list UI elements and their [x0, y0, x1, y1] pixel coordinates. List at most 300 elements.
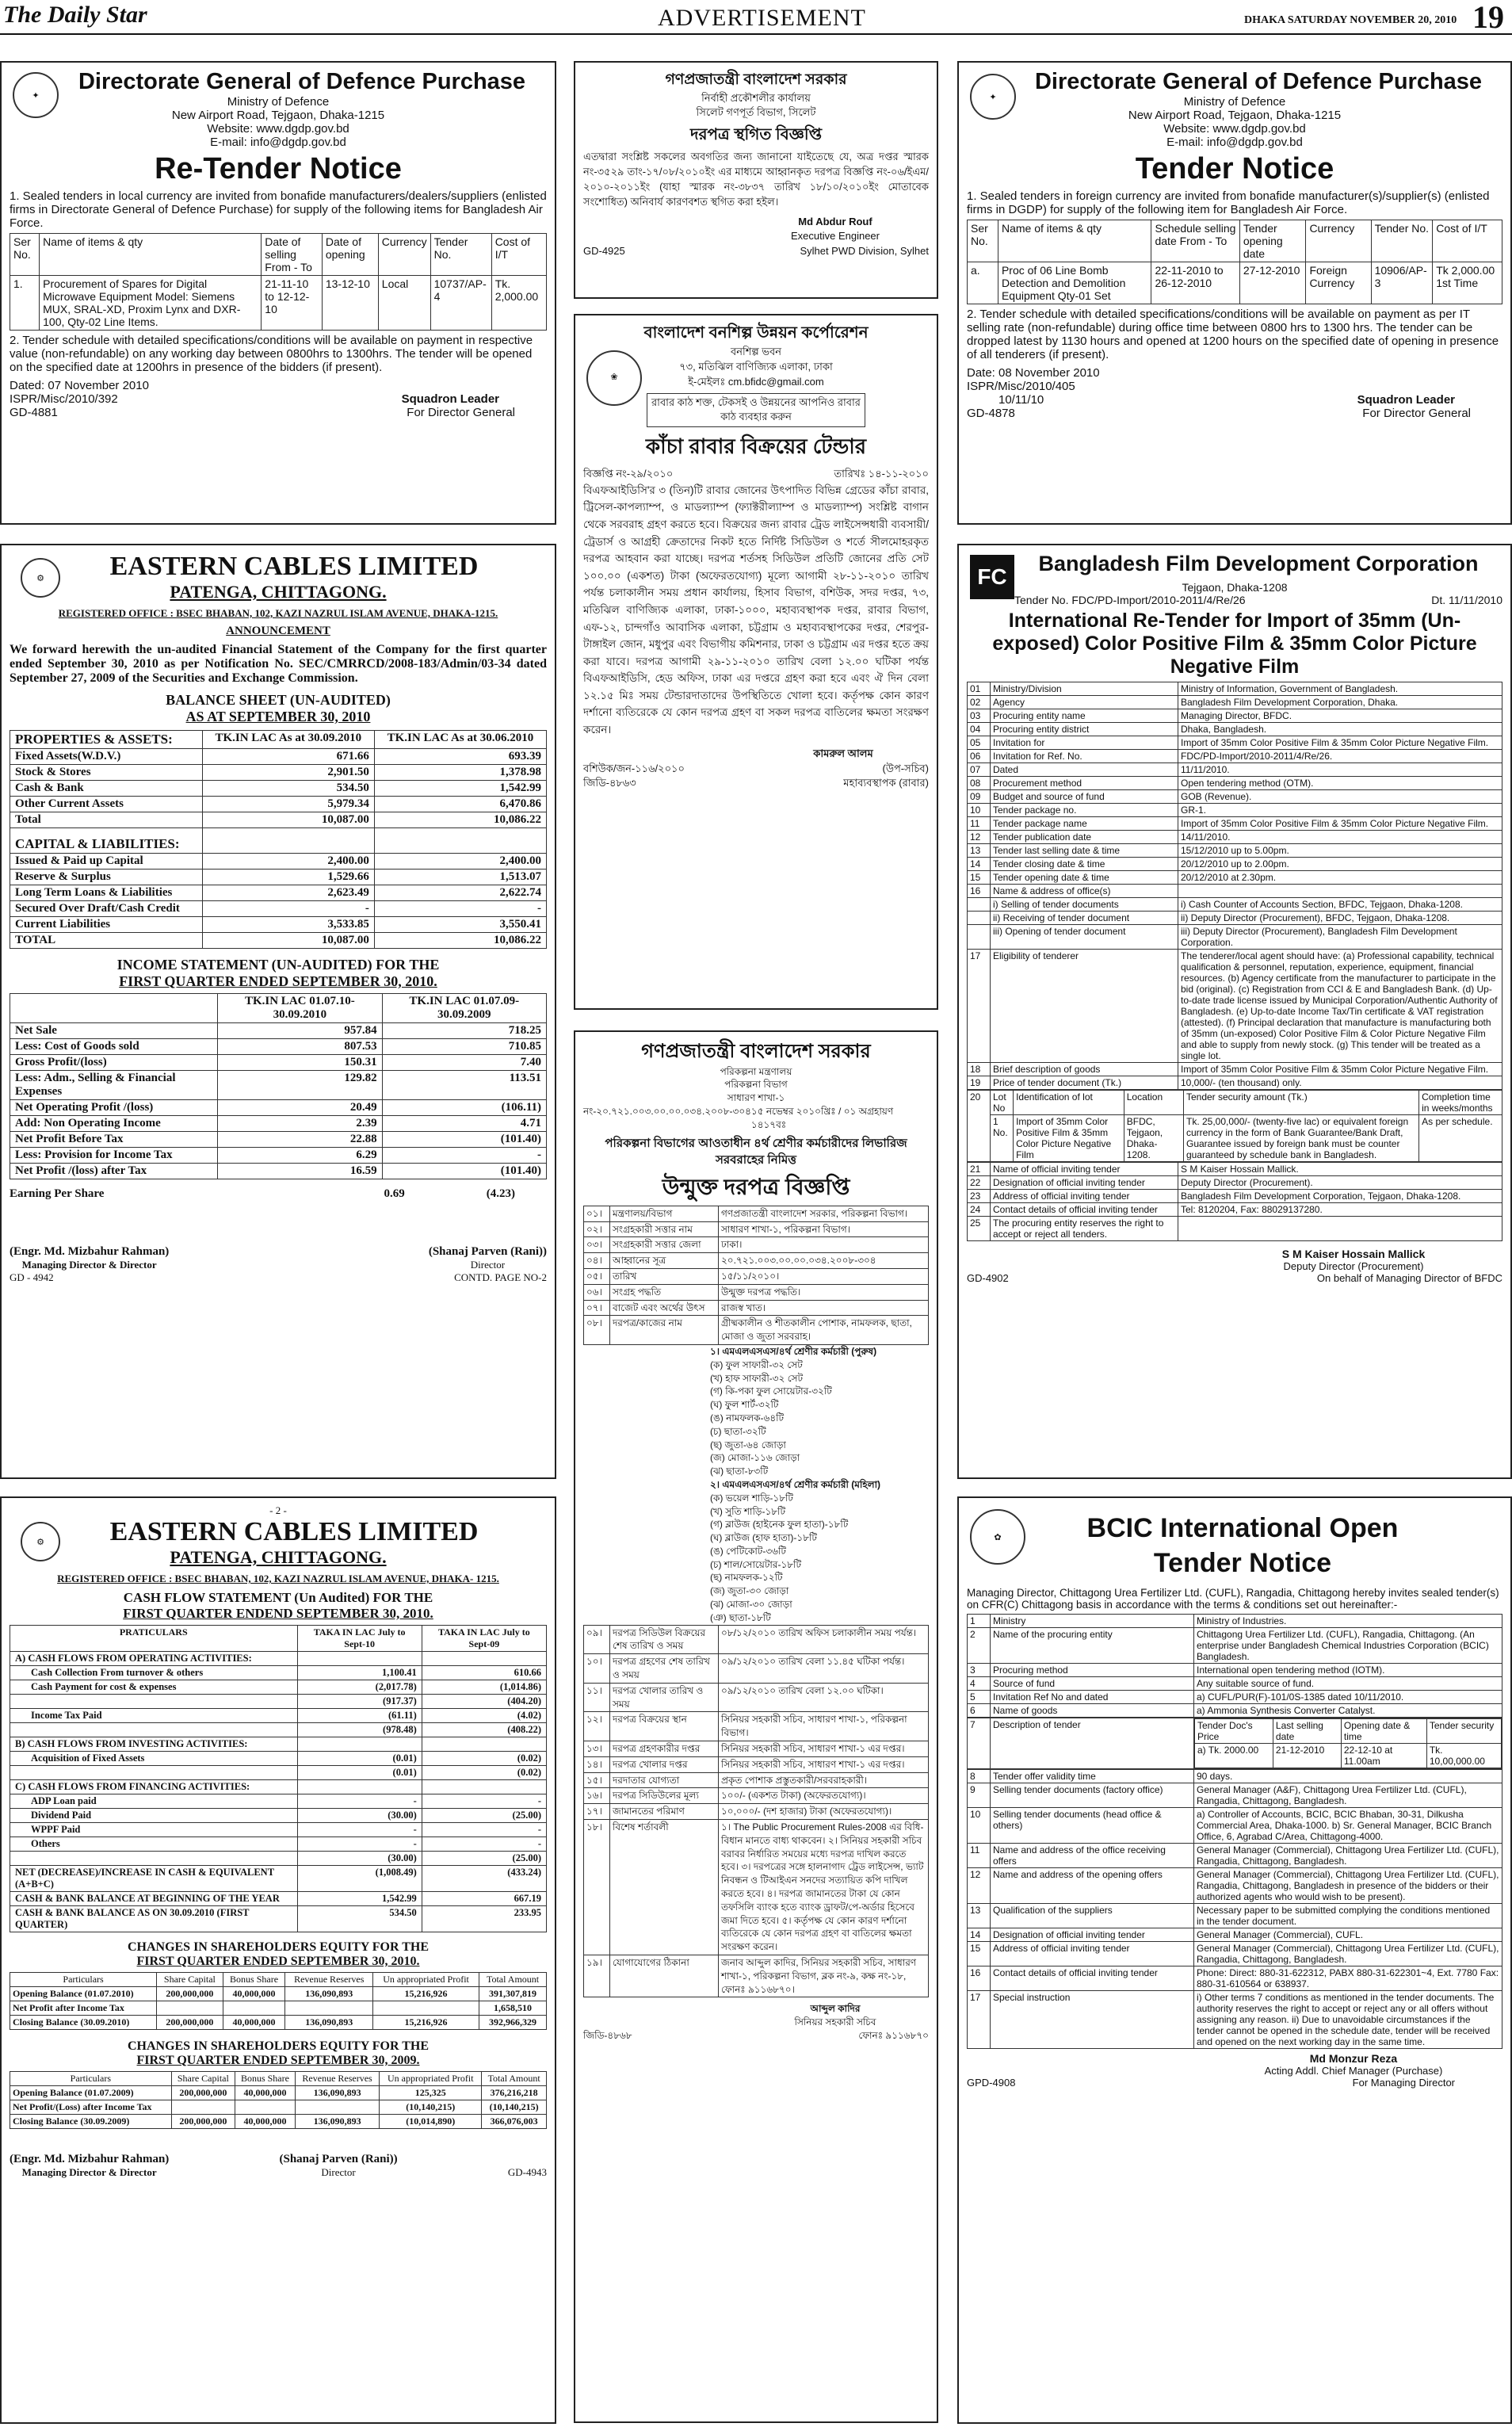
table-cell: যোগাযোগের ঠিকানা	[610, 1955, 719, 1997]
signer: (Engr. Md. Mizbahur Rahman)	[10, 1245, 170, 1258]
table-cell: Name and address of the office receiving offers	[991, 1844, 1194, 1868]
dated: Dated: 07 November 2010	[10, 379, 149, 392]
slogan: রাবার কাঠ শক্ত, টেকসই ও উন্নয়নের আপনিও রাবার কাঠ ব্যবহার করুন	[647, 393, 865, 428]
signoff: মহাব্যবস্থাপক (রাবার)	[843, 777, 929, 789]
table-cell: Total	[10, 812, 203, 828]
table-cell: 2,400.00	[374, 854, 546, 870]
dgdp-email: E-mail: info@dgdp.gov.bd	[210, 136, 346, 149]
table-cell	[297, 1737, 422, 1752]
table-cell: ১৯।	[584, 1955, 610, 1997]
table-row	[968, 1203, 1502, 1217]
table-row	[10, 749, 547, 765]
desc-subtable	[1194, 1718, 1502, 1768]
table-header: Last selling date	[1273, 1719, 1341, 1744]
table-row	[968, 871, 1502, 885]
dgdp-ministry: Ministry of Defence	[227, 95, 330, 109]
list-item: (জ) জুতা-৩০ জোড়া	[710, 1585, 789, 1597]
signer-office: Sylhet PWD Division, Sylhet	[800, 245, 929, 258]
table-cell: -	[202, 901, 374, 917]
table-cell: 125,325	[380, 2086, 482, 2100]
table-row	[10, 1709, 547, 1723]
signer: Md Abdur Rouf	[798, 215, 872, 227]
list-item: (ছ) নামফলক-১২টি	[710, 1572, 783, 1584]
table-cell: 8	[968, 1770, 991, 1783]
table-cell: Income Tax Paid	[10, 1709, 298, 1723]
table-cell: Agency	[991, 696, 1178, 709]
table-cell: Stock & Stores	[10, 765, 203, 781]
table-row	[10, 765, 547, 781]
table-cell: Procuring method	[991, 1664, 1194, 1677]
table-cell: 136,090,893	[295, 2115, 379, 2129]
table-cell: 6.29	[218, 1148, 382, 1164]
table-cell	[422, 1780, 546, 1794]
table-cell: (917.37)	[297, 1695, 422, 1709]
table-row	[968, 1991, 1502, 2049]
table-cell: 366,076,003	[482, 2115, 547, 2129]
table-cell	[157, 2001, 223, 2016]
table-cell: 5	[968, 1691, 991, 1704]
table-cell: গ্রীষ্মকালীন ও শীতকালীন পোশাক, নামফলক, ছাতা, মোজা ও জুতা সরবরাহ।	[719, 1316, 929, 1345]
table-cell: ০৯।	[584, 1625, 610, 1654]
table-row	[10, 885, 547, 901]
table-cell: -	[422, 1823, 546, 1837]
list-item: (ঝ) ছাতা-৮৩টি	[710, 1466, 769, 1477]
table-cell: Name of official inviting tender	[991, 1163, 1178, 1176]
section-title: ADVERTISEMENT	[658, 5, 866, 31]
table-cell: বাজেট এবং অর্থের উৎস	[610, 1300, 719, 1316]
table-cell: Less: Cost of Goods sold	[10, 1039, 218, 1055]
table-cell: ১০।	[584, 1654, 610, 1684]
table-cell: (101.40)	[382, 1164, 546, 1179]
table-cell: B) CASH FLOWS FROM INVESTING ACTIVITIES:	[10, 1737, 298, 1752]
table-cell: 7.40	[382, 1055, 546, 1071]
table-cell	[10, 1723, 298, 1737]
table-cell: (10,140,215)	[380, 2100, 482, 2115]
table-row	[968, 950, 1502, 1063]
table-row	[584, 1820, 929, 1955]
list-item: (ঞ) ছাতা-১৮টি	[710, 1611, 771, 1623]
table-header: Cost of I/T	[491, 234, 546, 276]
table-cell	[285, 2001, 373, 2016]
table-cell: Name of the procuring entity	[991, 1628, 1194, 1664]
table-row	[968, 1176, 1502, 1190]
income-statement-table	[10, 993, 547, 1179]
signer: (Shanaj Parven (Rani))	[279, 2153, 398, 2165]
table-row	[968, 763, 1502, 777]
table-cell: General Manager (A&F), Chittagong Urea Fertilizer Ltd. (CUFL), Rangadia, Chittagong, Bangladesh.	[1194, 1783, 1502, 1808]
ref: ISPR/Misc/2010/392	[10, 392, 118, 406]
table-row	[10, 854, 547, 870]
table-cell: 13	[968, 844, 991, 858]
table-row	[968, 696, 1502, 709]
table-cell: 20.49	[218, 1100, 382, 1116]
signer-role: Managing Director & Director	[21, 1259, 157, 1271]
table-cell: As per schedule.	[1419, 1115, 1502, 1162]
table-cell: 16	[968, 1966, 991, 1991]
location: PATENGA, CHITTAGONG.	[170, 582, 387, 602]
page-header	[0, 0, 1512, 35]
org-name: Bangladesh Film Development Corporation	[1038, 552, 1479, 575]
eps-2009: (4.23)	[486, 1187, 515, 1200]
registered-office: REGISTERED OFFICE : BSEC BHABAN, 102, KAZI NAZRUL ISLAM AVENUE, DHAKA- 1215.	[57, 1573, 499, 1584]
table-cell: 671.66	[202, 749, 374, 765]
table-header: Tender No.	[1371, 220, 1433, 262]
table-row	[968, 885, 1502, 898]
table-cell: Phone: Direct: 880-31-622312, PABX 880-31-622301~4, Ext. 7780 Fax: 880-31-610564 or 638937.	[1194, 1966, 1502, 1991]
table-row	[10, 1148, 547, 1164]
dgdp-tender-ad	[957, 61, 1512, 525]
table-row	[968, 912, 1502, 925]
row-no: 20	[968, 1091, 991, 1162]
registered-office: REGISTERED OFFICE : BSEC BHABAN, 102, KAZI NAZRUL ISLAM AVENUE, DHAKA-1215.	[58, 607, 498, 619]
table-row	[10, 781, 547, 797]
table-cell: -	[374, 901, 546, 917]
table-cell: Add: Non Operating Income	[10, 1116, 218, 1132]
table-cell: 40,000,000	[235, 2086, 296, 2100]
table-cell: (30.00)	[297, 1809, 422, 1823]
table-cell: 4	[968, 1677, 991, 1691]
table-cell: সিনিয়র সহকারী সচিব, সাধারণ শাখা-১ এর দপ্তর।	[719, 1756, 929, 1772]
table-cell: 04	[968, 723, 991, 736]
table-cell: C) CASH FLOWS FROM FINANCING ACTIVITIES:	[10, 1780, 298, 1794]
table-cell: Dividend Paid	[10, 1809, 298, 1823]
office: নির্বাহী প্রকৌশলীর কার্যালয়	[701, 91, 811, 104]
col-head: CAPITAL & LIABILITIES:	[10, 828, 203, 854]
bs-subtitle: AS AT SEPTEMBER 30, 2010	[185, 709, 371, 724]
table-cell: S M Kaiser Hossain Mallick.	[1178, 1163, 1502, 1176]
dgdp-title: Directorate General of Defence Purchase	[78, 69, 526, 94]
table-cell: Net Sale	[10, 1023, 218, 1039]
table-cell: Import of 35mm Color Positive Film & 35mm Color Picture Negative Film.	[1178, 1063, 1502, 1076]
table-cell: Opening Balance (01.07.2009)	[10, 2086, 172, 2100]
continued: CONTD. PAGE NO-2	[454, 1271, 547, 1283]
table-cell: iii) Opening of tender document	[991, 925, 1178, 950]
table-cell: ১৫।	[584, 1772, 610, 1788]
table-cell: Long Term Loans & Liabilities	[10, 885, 203, 901]
table-cell: CASH & BANK BALANCE AT BEGINNING OF THE YEAR	[10, 1892, 298, 1906]
table-cell: 17	[968, 950, 991, 1063]
signer: S M Kaiser Hossain Mallick	[1281, 1248, 1426, 1260]
email: ই-মেইলঃ cm.bfidc@gmail.com	[688, 375, 824, 388]
table-cell: Invitation for	[991, 736, 1178, 750]
table-cell: Dhaka, Bangladesh.	[1178, 723, 1502, 736]
table-row	[584, 1955, 929, 1997]
table-cell: 06	[968, 750, 991, 763]
table-cell: Eligibility of tenderer	[991, 950, 1178, 1063]
table-cell: 1,542.99	[297, 1892, 422, 1906]
table-cell: 129.82	[218, 1071, 382, 1100]
signer-role: Director	[321, 2166, 356, 2178]
col-head: PROPERTIES & ASSETS:	[10, 731, 203, 749]
dgdp-website: Website: www.dgdp.gov.bd	[1163, 122, 1306, 136]
dgdp-emblem-icon: ✦	[13, 72, 59, 118]
table-cell: আহ্বানের সূত্র	[610, 1253, 719, 1269]
table-cell: 15,216,926	[373, 1987, 479, 2001]
table-cell: BFDC, Tejgaon, Dhaka-1208.	[1124, 1115, 1183, 1162]
list-item: (গ) কি-পকা ফুল সোয়েটার-৩২টি	[710, 1385, 832, 1397]
table-cell: সংগ্রহকারী সত্তার জেলা	[610, 1237, 719, 1253]
table-header: Share Capital	[157, 1973, 223, 1987]
items-title: ১। এমএলএসএস/৪র্থ শ্রেণীর কর্মচারী (পুরুষ)	[710, 1345, 877, 1357]
table-cell: 610.66	[422, 1666, 546, 1680]
signer: কামরুল আলম	[813, 747, 873, 759]
table-cell: 22-11-2010 to 26-12-2010	[1151, 262, 1239, 304]
cf-subtitle: FIRST QUARTER ENDEND SEPTEMBER 30, 2010.	[123, 1606, 433, 1621]
table-header: Tender No.	[430, 234, 491, 276]
table-row	[10, 1071, 547, 1100]
table-cell: 25	[968, 1217, 991, 1241]
table-cell	[968, 898, 991, 912]
table-cell: 200,000,000	[157, 1987, 223, 2001]
table-cell: Budget and source of fund	[991, 790, 1178, 804]
table-header: Cost of I/T	[1433, 220, 1502, 262]
ecl-logo-icon: ⚙	[21, 558, 60, 598]
table-row	[968, 1928, 1502, 1942]
signer: Md Monzur Reza	[1309, 2052, 1398, 2066]
table-cell: (0.02)	[422, 1752, 546, 1766]
ministry: পরিকল্পনা মন্ত্রণালয়	[720, 1065, 792, 1077]
table-cell: 03	[968, 709, 991, 723]
table-cell: ০৭।	[584, 1300, 610, 1316]
address: ৭৩, মতিঝিল বাণিজ্যিক এলাকা, ঢাকা	[679, 360, 833, 373]
table-cell: a.	[968, 262, 998, 304]
table-cell: 3,533.85	[202, 917, 374, 933]
table-header: Bonus Share	[235, 2072, 296, 2086]
table-row	[10, 933, 547, 949]
table-cell: 150.31	[218, 1055, 382, 1071]
table-cell: Issued & Paid up Capital	[10, 854, 203, 870]
table-cell: 22	[968, 1176, 991, 1190]
eastern-cables-ad-2	[0, 1496, 556, 2424]
table-cell	[10, 1695, 298, 1709]
signer-role: (উপ-সচিব)	[882, 762, 929, 774]
signer-role: Managing Director & Director	[21, 2166, 157, 2178]
bfdc-ad	[957, 544, 1512, 1479]
table-cell: 3,550.41	[374, 917, 546, 933]
table-cell: (25.00)	[422, 1852, 546, 1866]
table-row	[10, 812, 547, 828]
table-row	[968, 1691, 1502, 1704]
phone: ফোনঃ ৯১১৬৮৭০	[858, 2029, 929, 2041]
table-cell: 2,901.50	[202, 765, 374, 781]
col-head: TK.IN LAC 01.07.09-30.09.2009	[382, 994, 546, 1023]
table-cell: দরপত্র গ্রহণের শেষ তারিখ ও সময়	[610, 1654, 719, 1684]
table-row	[10, 1723, 547, 1737]
table-cell: (433.24)	[422, 1866, 546, 1892]
table-cell: i) Other terms 7 conditions as mentioned in the tender documents. The authority reserves the right to accept or reject any or all offers without assigning any reason. ii) Due to unavoidable circumstances if the tender cannot be opened in the schedule date, tender will be received and opened on the next working day in the same time.	[1194, 1991, 1502, 2049]
table-header: Total Amount	[482, 2072, 547, 2086]
table-cell: Fixed Assets(W.D.V.)	[10, 749, 203, 765]
list-item: (চ) ছাতা-৩২টি	[710, 1425, 766, 1437]
table-cell: (101.40)	[382, 1132, 546, 1148]
table-cell: 40,000,000	[223, 1987, 285, 2001]
table-row	[10, 2115, 547, 2129]
table-cell: 02	[968, 696, 991, 709]
para2: 2. Tender schedule with detailed specifications/conditions will be available on payment in respective value (non-refundable) on any working day between 0800hrs to 1300hrs. The tender will be opened on the specified date at 1200hrs in presence of the bidders (if present).	[10, 334, 533, 374]
table-cell: ii) Receiving of tender document	[991, 912, 1178, 925]
items-title: ২। এমএলএসএস/৪র্থ শ্রেণীর কর্মচারী (মহিলা)	[710, 1478, 881, 1490]
signer: Squadron Leader	[1357, 393, 1455, 407]
table-cell: 1,100.41	[297, 1666, 422, 1680]
table-cell: 16	[968, 885, 991, 898]
table-header: Lot No	[991, 1091, 1014, 1115]
list-item: (ঙ) নামফলক-৬৪টি	[710, 1412, 785, 1424]
table-cell: 3	[968, 1664, 991, 1677]
table-cell: Tender last selling date & time	[991, 844, 1178, 858]
table-cell: (1,008.49)	[297, 1866, 422, 1892]
table-cell: 10,087.00	[202, 933, 374, 949]
table-row	[968, 790, 1502, 804]
table-row	[584, 1237, 929, 1253]
table-row	[968, 777, 1502, 790]
table-cell: (2,017.78)	[297, 1680, 422, 1695]
table-row	[10, 2086, 547, 2100]
table-row	[10, 870, 547, 885]
table-cell: Tk. 2,000.00	[491, 276, 546, 331]
ref-date: 10/11/10	[998, 393, 1044, 407]
table-cell: 40,000,000	[223, 2016, 285, 2030]
signer-role: Deputy Director (Procurement)	[1283, 1260, 1424, 1272]
table-cell: 1,542.99	[374, 781, 546, 797]
gd-code: GPD-4908	[967, 2077, 1016, 2089]
table-cell: Bangladesh Film Development Corporation, Dhaka.	[1178, 696, 1502, 709]
table-cell: 376,216,218	[482, 2086, 547, 2100]
table-cell: Price of tender document (Tk.)	[991, 1076, 1178, 1090]
table-row	[10, 2100, 547, 2115]
bfdc-table-2	[967, 1162, 1502, 1241]
table-cell: 200,000,000	[171, 2086, 235, 2100]
equity-2009-table	[10, 2071, 547, 2129]
table-cell: 14/11/2010.	[1178, 831, 1502, 844]
table-header: Location	[1124, 1091, 1183, 1115]
table-cell: Contact details of official inviting tender	[991, 1966, 1194, 1991]
signer-role: For Director General	[1362, 407, 1471, 420]
table-row	[10, 1823, 547, 1837]
table-cell	[235, 2100, 296, 2115]
planning-ad	[574, 1030, 938, 2423]
list-item: (ঙ) পেটিকোট-৩৬টি	[710, 1545, 786, 1557]
is-title: INCOME STATEMENT (UN-AUDITED) FOR THE	[116, 957, 440, 973]
table-header: Identification of lot	[1014, 1091, 1124, 1115]
table-cell: 19	[968, 1076, 991, 1090]
signoff: For Managing Director	[1352, 2077, 1455, 2089]
table-cell: Ministry	[991, 1615, 1194, 1628]
table-row	[10, 1100, 547, 1116]
table-cell: 15/12/2010 up to 5.00pm.	[1178, 844, 1502, 858]
para1: 1. Sealed tenders in local currency are invited from bonafide manufacturers/dealers/suppliers (enlisted firms in Directorate General of Defence Purchase) for supply of the following items for Bangladesh Air Force.	[10, 189, 547, 230]
intro: We forward herewith the un-audited Financial Statement of the Company for the first quarter ended September 30, 2010 as per Notification No. SEC/CMRRCD/2008-183/Admin/03-34 dated September 27, 2009 of the Securities and Exchange Commission.	[10, 643, 547, 685]
table-row	[10, 1852, 547, 1866]
table-row	[584, 1804, 929, 1820]
table-header: TAKA IN LAC July to Sept-09	[422, 1626, 546, 1652]
table-row	[968, 1808, 1502, 1844]
table-cell	[297, 1780, 422, 1794]
table-cell: ১২।	[584, 1712, 610, 1741]
list-item: (খ) সুতি শাড়ি-১৮টি	[710, 1505, 786, 1517]
ecl-logo-icon: ⚙	[21, 1522, 60, 1561]
table-cell: Tender closing date & time	[991, 858, 1178, 871]
bfdc-lot-table	[967, 1090, 1502, 1162]
table-header-row	[10, 1626, 547, 1652]
table-cell: সংগ্রহকারী সত্তার নাম	[610, 1221, 719, 1237]
notice-title: Re-Tender Notice	[155, 152, 402, 185]
table-row	[10, 1039, 547, 1055]
table-cell: 16.59	[218, 1164, 382, 1179]
table-cell: General Manager (Commercial), Chittagong Urea Fertilizer Ltd. (CUFL), Rangadia, Chittagong, Bangladesh.	[1194, 1844, 1502, 1868]
table-cell: NET (DECREASE)/INCREASE IN CASH & EQUIVALENT (A+B+C)	[10, 1866, 298, 1892]
table-cell: Tel: 8120204, Fax: 88029137280.	[1178, 1203, 1502, 1217]
table-cell: 807.53	[218, 1039, 382, 1055]
table-header: Currency	[1306, 220, 1371, 262]
list-item: (ছ) জুতা-৬৪ জোড়া	[710, 1439, 786, 1450]
table-cell: 21-11-10 to 12-12-10	[262, 276, 323, 331]
intro: Managing Director, Chittagong Urea Fertilizer Ltd. (CUFL), Rangadia, Chittagong hereby invites sealed tender(s) on CFR(C) Chittagong basis in accordance with the terms & conditions set out hereinafter:-	[967, 1587, 1499, 1611]
eq2-title: CHANGES IN SHAREHOLDERS EQUITY FOR THE	[127, 2039, 430, 2053]
table-cell: 667.19	[422, 1892, 546, 1906]
signer: Squadron Leader	[401, 392, 499, 406]
notice-title: BCIC International Open Tender Notice	[1086, 1513, 1399, 1579]
company-name: EASTERN CABLES LIMITED	[109, 552, 479, 581]
table-header: Opening date & time	[1341, 1719, 1426, 1744]
table-row	[10, 1866, 547, 1892]
table-cell: Bangladesh Film Development Corporation, Tejgaon, Dhaka-1208.	[1178, 1190, 1502, 1203]
table-cell: 2,622.74	[374, 885, 546, 901]
table-row	[968, 844, 1502, 858]
table-cell: উন্মুক্ত দরপত্র পদ্ধতি।	[719, 1284, 929, 1300]
table-cell: 1,378.98	[374, 765, 546, 781]
table-cell: 01	[968, 682, 991, 696]
table-cell: 10	[968, 1808, 991, 1844]
gd-code: GD-4881	[10, 406, 58, 419]
table-cell: ২০.৭২১.০০৩.০০.০০.০৩৪.২০০৮-৩০৪	[719, 1253, 929, 1269]
table-header: TAKA IN LAC July to Sept-10	[297, 1626, 422, 1652]
table-cell: Procuring entity name	[991, 709, 1178, 723]
list-item: (জ) মোজা-১১৬ জোড়া	[710, 1452, 800, 1464]
table-cell: ADP Loan paid	[10, 1794, 298, 1809]
dgdp-email: E-mail: info@dgdp.gov.bd	[1166, 136, 1303, 149]
table-cell: Opening Balance (01.07.2010)	[10, 1987, 157, 2001]
table-row	[968, 1664, 1502, 1677]
table-cell: 07	[968, 763, 991, 777]
table-cell: ০৩।	[584, 1237, 610, 1253]
table-cell: 113.51	[382, 1071, 546, 1100]
table-cell: Name and address of the opening offers	[991, 1868, 1194, 1904]
table-cell: ১০০/- (একশত টাকা) (অফেরতযোগ্য)।	[719, 1788, 929, 1804]
code: বশিউক/জন-১১৬/২০১০	[583, 762, 685, 774]
signer-role: সিনিয়র সহকারী সচিব	[794, 2016, 876, 2028]
table-header: Name of items & qty	[998, 220, 1151, 262]
desc-label: Description of tender	[991, 1718, 1194, 1769]
table-cell: Ministry of Industries.	[1194, 1615, 1502, 1628]
table-cell: ১৬।	[584, 1788, 610, 1804]
table-cell: Foreign Currency	[1306, 262, 1371, 304]
table-cell: General Manager (Commercial), CUFL.	[1194, 1928, 1502, 1942]
table-cell: -	[297, 1794, 422, 1809]
table-row	[968, 1091, 1502, 1115]
table-cell: 14	[968, 1928, 991, 1942]
table-header: Un appropriated Profit	[373, 1973, 479, 1987]
dateline: DHAKA SATURDAY NOVEMBER 20, 2010	[1244, 14, 1457, 26]
table-cell: General Manager (Commercial), Chittagong Urea Fertilizer Ltd. (CUFL), Rangadia, Chittagong, Bangladesh in presence of the bidders or their authorized agents who would wish to be present).	[1194, 1868, 1502, 1904]
table-cell: Import of 35mm Color Positive Film & 35mm Color Picture Negative Film.	[1178, 817, 1502, 831]
table-cell: Import of 35mm Color Positive Film & 35mm Color Picture Negative Film.	[1178, 736, 1502, 750]
table-cell: দরপত্র খোলার দপ্তর	[610, 1756, 719, 1772]
table-cell: 9	[968, 1783, 991, 1808]
table-cell: 13	[968, 1904, 991, 1928]
col-head: TK.IN LAC As at 30.06.2010	[374, 731, 546, 749]
table-cell: ঢাকা।	[719, 1237, 929, 1253]
table-cell: Selling tender documents (factory office)	[991, 1783, 1194, 1808]
